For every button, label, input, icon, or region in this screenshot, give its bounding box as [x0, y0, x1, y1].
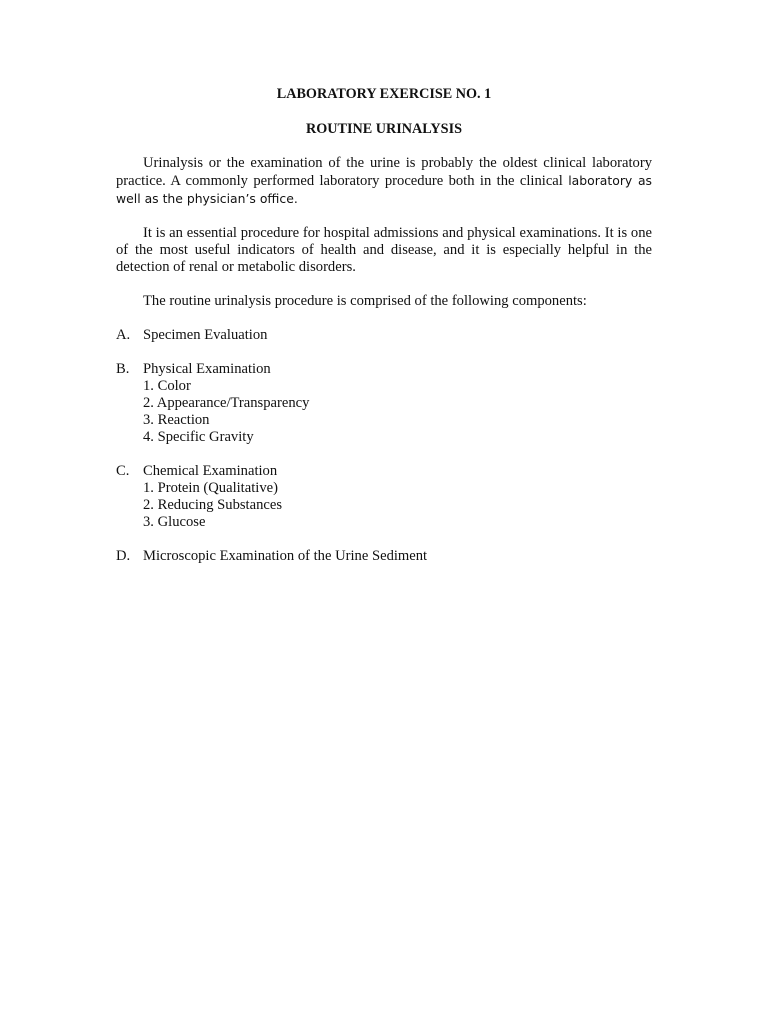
section-letter: B.	[116, 361, 130, 377]
section-physical-examination	[116, 361, 652, 446]
purpose-paragraph: It is an essential procedure for hospital admissions and physical examinations. It is one of the most useful indicators of health and disease, and it is especially helpful in the detection of renal or metabolic disorders.	[116, 225, 652, 275]
intro-paragraph-tail: laboratory as well as the physician’s office.	[116, 173, 652, 206]
list-item: 2. Reducing Substances	[143, 497, 283, 513]
section-letter: C.	[116, 463, 130, 479]
section-title: Specimen Evaluation	[143, 327, 268, 343]
intro-paragraph-main: Urinalysis or the examination of the urine is probably the oldest clinical laboratory practice. A commonly performed laboratory procedure both in the clinical	[116, 155, 652, 189]
section-title: Physical Examination	[143, 361, 271, 377]
section-letter: D.	[116, 548, 131, 564]
section-chemical-examination	[116, 463, 652, 531]
components-intro-paragraph: The routine urinalysis procedure is comprised of the following components:	[143, 293, 587, 309]
section-item-list	[116, 378, 652, 446]
list-item: 4. Specific Gravity	[143, 429, 254, 445]
section-microscopic-examination	[116, 548, 652, 565]
list-item: 3. Reaction	[143, 412, 210, 428]
document-page	[116, 86, 652, 582]
section-title: Chemical Examination	[143, 463, 278, 479]
list-item: 1. Color	[143, 378, 191, 394]
section-title: Microscopic Examination of the Urine Sediment	[143, 548, 428, 564]
section-item-list	[116, 480, 652, 531]
document-subtitle: ROUTINE URINALYSIS	[306, 121, 462, 137]
section-letter: A.	[116, 327, 131, 343]
list-item: 3. Glucose	[143, 514, 206, 530]
document-title: LABORATORY EXERCISE NO. 1	[276, 86, 492, 102]
section-specimen-evaluation	[116, 327, 652, 344]
list-item: 1. Protein (Qualitative)	[143, 480, 278, 496]
list-item: 2. Appearance/Transparency	[143, 395, 310, 411]
intro-paragraph	[116, 155, 652, 208]
